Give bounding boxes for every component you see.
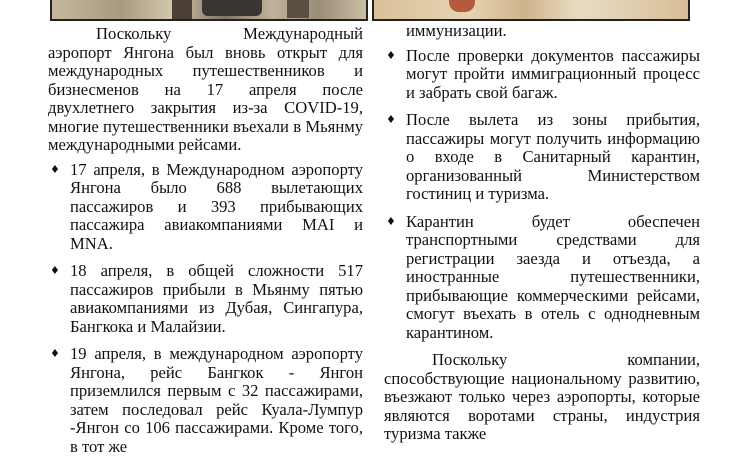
bullet-text: После проверки документов пассажиры могут пройти иммиграционный процесс и забрать свой багаж. [406,45,700,102]
right-bullet-list [384,47,700,343]
traveler-shape [287,0,309,18]
right-column [384,22,700,450]
bullet-text: После вылета из зоны прибытия, пассажиры могут получить информацию о входе в Санитарный карантин, организованный Министерством гостиниц и туризма. [406,110,700,203]
left-column [48,22,363,465]
diamond-bullet-icon: ♦ [50,264,60,277]
list-item [48,345,363,456]
diamond-bullet-icon: ♦ [386,113,396,126]
bullet-text: 18 апреля, в общей сложности 517 пассажиров прибыли в Мьянму пятью авиакомпаниями из Дубая, Сингапура, Бангкока и Малайзии. [70,261,363,336]
luggage-cart-shape [172,0,192,19]
bullet-text: 19 апреля, в международном аэропорту Янгона, рейс Бангкок - Янгон приземлился первым с 32 пассажирами, затем последовал рейс Куала-Лумпур -Янгон со 106 пассажирами. Кроме того, в тот же [70,344,363,456]
list-item [48,262,363,336]
terminal-floor-photo [372,0,690,21]
list-item [384,213,700,343]
traveler-foot-shape [449,0,475,12]
diamond-bullet-icon: ♦ [386,48,396,62]
bullet-text: Карантин будет обеспечен транспортными средствами для регистрации заезда и отъезда, а иностранные путешественники, прибывающие коммерческими рейсами, смогут въехать в отель с однодневным карантином. [406,211,700,342]
diamond-bullet-icon: ♦ [50,347,60,360]
intro-paragraph: Поскольку Международный аэропорт Янгона был вновь открыт для международных путешественников и бизнесменов на 17 апреля после двухлетнего закрытия из-за COVID-19, многие путешественники въехали в Мьянму международными рейсами. [48,24,363,154]
list-item [384,111,700,204]
airport-terminal-photo [50,0,368,21]
suitcase-shape [202,0,262,16]
diamond-bullet-icon: ♦ [386,214,396,228]
outro-paragraph: Поскольку компании, способствующие национальному развитию, въезжают только через аэропорты, которые являются воротами страны, индустрия туризма также [384,350,700,443]
diamond-bullet-icon: ♦ [50,162,60,176]
list-item [48,161,363,254]
continued-text: иммунизации. [406,21,507,40]
list-item [384,47,700,103]
left-bullet-list [48,161,363,457]
bullet-text: 17 апреля, в Международном аэропорту Янгона было 688 вылетающих пассажиров и 393 прибывающих пассажира авиакомпаниями MAI и MNA. [70,159,363,253]
